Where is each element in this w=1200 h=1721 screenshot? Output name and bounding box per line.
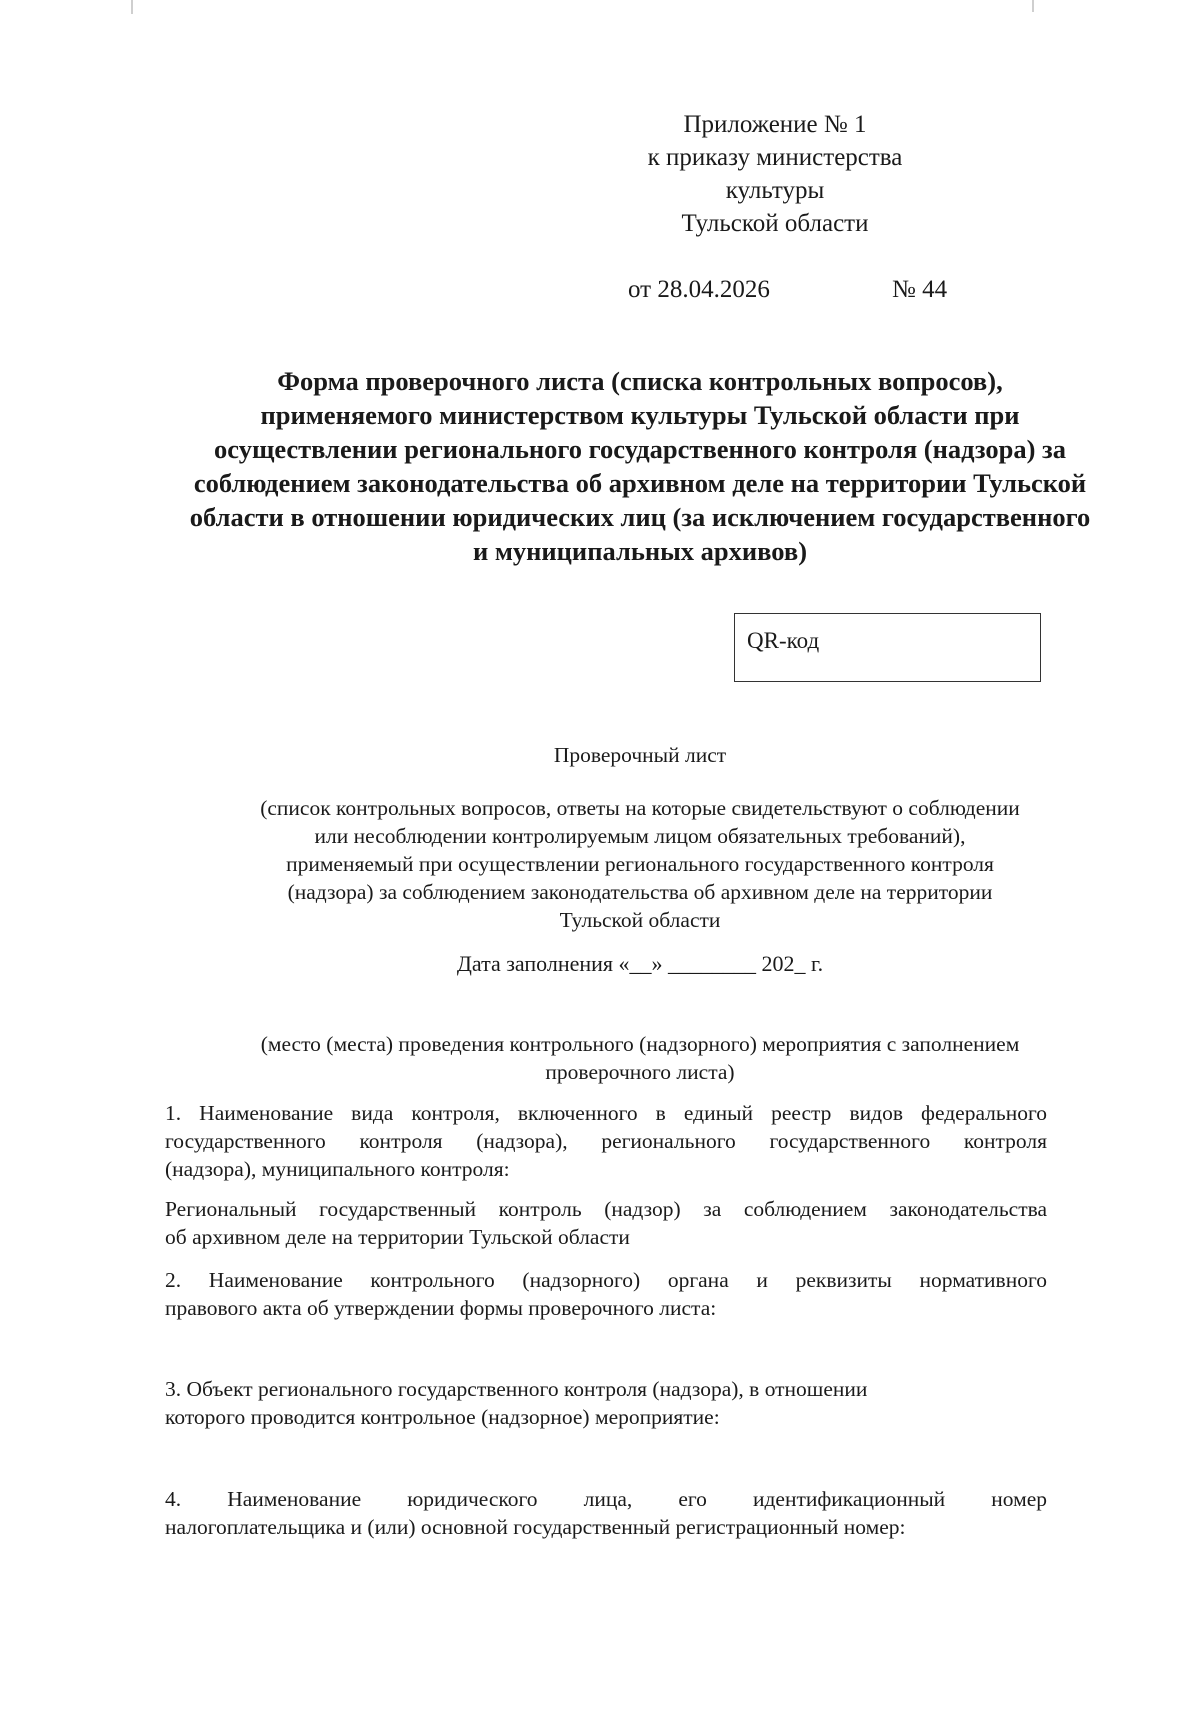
description-line: или несоблюдении контролируемым лицом обязательных требований), [314, 824, 966, 848]
description-line: Тульской области [559, 908, 721, 932]
order-date: от 28.04.2026 [628, 276, 770, 303]
title-line: области в отношении юридических лиц (за исключением государственного [189, 502, 1091, 532]
item-1-value [165, 1195, 1047, 1251]
place-caption [140, 1030, 1140, 1086]
title-line: Форма проверочного листа (списка контрольных вопросов), [277, 366, 1003, 396]
fill-date: Дата заполнения «__» ________ 202_ г. [456, 951, 824, 976]
appendix-line: культуры [725, 177, 825, 204]
description-line: (список контрольных вопросов, ответы на которые свидетельствуют о соблюдении [260, 796, 1020, 820]
title-line: и муниципальных архивов) [472, 536, 808, 566]
item-line: Региональный государственный контроль (надзор) за соблюдением законодательства [165, 1197, 1047, 1221]
item-3-control-object [165, 1375, 1047, 1431]
item-4-legal-entity [165, 1485, 1047, 1541]
item-line: 3. Объект регионального государственного контроля (надзора), в отношении [165, 1377, 868, 1401]
item-line: правового акта об утверждении формы проверочного листа: [165, 1296, 717, 1320]
qr-code-label: QR-код [747, 628, 820, 653]
item-line: 2. Наименование контрольного (надзорного) органа и реквизиты нормативного [165, 1268, 1047, 1292]
form-title [140, 364, 1140, 568]
description-line: (надзора) за соблюдением законодательства об архивном деле на территории [287, 880, 993, 904]
place-line: проверочного листа) [545, 1060, 735, 1084]
appendix-header [560, 108, 990, 240]
appendix-line: к приказу министерства [647, 144, 903, 171]
order-number: № 44 [892, 276, 948, 303]
place-line: (место (места) проведения контрольного (надзорного) мероприятия с заполнением [260, 1032, 1020, 1056]
item-line: 4. Наименование юридического лица, его идентификационный номер [165, 1487, 1047, 1511]
item-line: которого проводится контрольное (надзорное) мероприятие: [165, 1405, 720, 1429]
item-line: налогоплательщика и (или) основной государственный регистрационный номер: [165, 1515, 906, 1539]
appendix-line: Приложение № 1 [683, 111, 867, 138]
qr-code-box [734, 613, 1041, 682]
appendix-line: Тульской области [681, 210, 869, 237]
title-line: соблюдением законодательства об архивном деле на территории Тульской [193, 468, 1087, 498]
item-line: об архивном деле на территории Тульской области [165, 1225, 630, 1249]
scan-artifact-right [1032, 0, 1034, 12]
item-line: (надзора), муниципального контроля: [165, 1157, 510, 1181]
title-line: применяемого министерством культуры Тульской области при [260, 400, 1020, 430]
title-line: осуществлении регионального государственного контроля (надзора) за [214, 434, 1066, 464]
sheet-title: Проверочный лист [553, 743, 727, 767]
item-line: государственного контроля (надзора), регионального государственного контроля [165, 1129, 1047, 1153]
scan-artifact-left [131, 0, 133, 14]
item-2-control-body [165, 1266, 1047, 1322]
item-1-control-type [165, 1099, 1047, 1183]
description-line: применяемый при осуществлении регионального государственного контроля [286, 852, 994, 876]
item-line: 1. Наименование вида контроля, включенного в единый реестр видов федерального [165, 1101, 1047, 1125]
sheet-description [140, 794, 1140, 934]
